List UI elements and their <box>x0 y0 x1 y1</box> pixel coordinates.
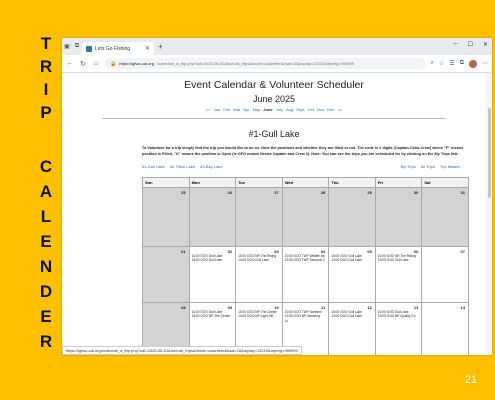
calendar-day-cell[interactable] <box>236 188 283 247</box>
trip-event-link[interactable]: 10:00 OOO Gull Lake <box>191 310 223 314</box>
day-number: 12 <box>367 305 372 310</box>
trip-event-link[interactable]: 13:00 OOO Gull Lake <box>238 258 269 263</box>
day-number: 06 <box>413 249 419 254</box>
month-link[interactable]: May <box>252 107 261 112</box>
home-icon[interactable]: ⌂ <box>93 60 99 67</box>
day-number: 29 <box>367 190 372 195</box>
calendar-day-cell[interactable] <box>236 247 283 303</box>
day-number: 26 <box>227 190 233 195</box>
side-title-letter: D <box>39 282 53 301</box>
day-number: 05 <box>367 249 372 254</box>
lake-link[interactable]: #1-Gull Lake <box>142 164 165 169</box>
url-path: /schedule_a_trip.php?cdt=2025-06-01&incl=all_trips&mode=volunteer&bsal=18&mplay=13219&mpreg=999999 <box>156 61 354 66</box>
day-number: 08 <box>181 305 186 310</box>
day-number: 28 <box>320 190 326 195</box>
browser-window <box>62 38 492 355</box>
window-controls <box>453 41 488 48</box>
trip-event-link[interactable]: Lo <box>284 318 289 323</box>
month-link[interactable]: Nov <box>316 107 325 112</box>
calendar-day-cell[interactable] <box>422 188 469 247</box>
trip-event-link[interactable]: 10:00 OOO NP-The Rising <box>377 254 416 258</box>
calendar-day-cell[interactable] <box>375 188 422 247</box>
calendar-day-cell[interactable] <box>143 188 190 247</box>
day-number: 30 <box>413 190 419 195</box>
side-title-letter: E <box>40 307 52 326</box>
calendar-day-cell[interactable] <box>422 247 469 303</box>
status-bar-url: https://lgfwo-cal.org/schedule_a_trip.php?cdt=2025-06-01&incl=all_trips&mode=volunteer&bsal=18&mplay=13219&mpreg=999999 <box>62 346 302 355</box>
trip-event-link[interactable]: 10:00 OOO NP-The Center <box>238 310 277 314</box>
side-title-letter: I <box>43 80 49 99</box>
instructions-text: To Volunteer for a trip simply find the trip you would like to be on. Note the positions and whether they are filled or not. The code is 2 digits (Captain-Crew-Crew) where "F" means position is Filled, "O" means the position is Open (ie OFO means Needs Captain and Crew 2). Note: You can see the trips you are scheduled for by clicking on the My Trips link. <box>142 146 464 156</box>
month-link[interactable]: Mar <box>233 107 241 112</box>
month-link[interactable]: Aug <box>286 107 294 112</box>
close-tab-icon[interactable]: ✕ <box>144 46 150 52</box>
calendar-day-cell[interactable] <box>282 188 329 247</box>
calendar-week-row <box>143 247 469 303</box>
tab-actions-icon[interactable]: ⧉ <box>74 43 80 49</box>
calendar-day-cell[interactable] <box>422 303 469 356</box>
calendar-week-row <box>143 188 469 247</box>
day-number: 01 <box>181 249 186 254</box>
month-nav: << Jan Feb Mar Apr May June July Aug Sept Oct Nov Dec >> <box>205 107 343 112</box>
maximize-icon[interactable]: ☐ <box>467 42 473 48</box>
divider <box>102 118 446 119</box>
tab-bar <box>62 38 492 55</box>
trip-event-link[interactable]: 13:00 OOO NP-Quality Co <box>377 314 416 319</box>
calendar-table <box>142 177 469 355</box>
trip-event-link[interactable]: 13:00 OOO NP-Amazing <box>284 314 320 319</box>
trip-event-link[interactable]: 13:00 OOO Gull Lake <box>191 258 223 263</box>
side-title-letter: R <box>39 57 53 76</box>
trip-event-link[interactable]: 10:00 OOO Gull Lake <box>191 254 223 258</box>
calendar-day-cell[interactable] <box>282 247 329 303</box>
side-title-letter: L <box>40 207 52 226</box>
back-icon[interactable]: ← <box>66 60 74 67</box>
month-link-current[interactable]: June <box>263 107 273 112</box>
page-title: Event Calendar & Volunteer Scheduler <box>184 79 364 91</box>
month-link[interactable]: Apr <box>243 107 250 112</box>
weekday-header: Sat <box>422 178 469 188</box>
month-title: June 2025 <box>252 94 296 104</box>
weekday-header: Sun <box>143 178 190 188</box>
side-title-letter: T <box>40 34 52 53</box>
profile-avatar[interactable] <box>469 60 477 68</box>
trip-event-link[interactable]: 13:00 OOO NP-The Center <box>191 314 231 319</box>
calendar-day-cell[interactable] <box>329 188 376 247</box>
new-tab-button[interactable]: + <box>158 42 163 51</box>
trip-event-link[interactable]: 10:00 OOO NP-The Rising <box>238 254 277 258</box>
url-host: https://lgfwo-cal.org <box>119 61 154 66</box>
day-number: 25 <box>181 190 186 195</box>
all-trips-link[interactable]: All Trips <box>420 164 435 169</box>
trip-event-link[interactable]: 13:00 OOO TWF Seasons 4 <box>284 258 325 263</box>
day-number: 07 <box>460 249 465 254</box>
weekday-header: Tue <box>236 178 283 188</box>
browser-tab[interactable] <box>82 42 154 55</box>
weekday-header: Fri <box>375 178 422 188</box>
close-window-icon[interactable]: ✕ <box>482 42 488 48</box>
day-number: 13 <box>413 305 419 310</box>
side-title-letter: P <box>40 103 52 122</box>
lake-title: #1-Gull Lake <box>248 129 300 139</box>
favorites-icon[interactable]: ☰ <box>449 61 455 67</box>
trip-event-link[interactable]: 13:00 OOO Gull Lake <box>377 258 409 263</box>
month-link[interactable]: Oct <box>307 107 314 112</box>
link-row <box>142 164 464 169</box>
nav-bar <box>62 55 492 73</box>
weekday-header: Mon <box>189 178 236 188</box>
day-number: 10 <box>274 305 279 310</box>
trip-event-link[interactable]: 10:00 OOO Gull Lake <box>331 310 362 314</box>
trip-event-link[interactable]: 13:00 OOO NP-Light Hill <box>238 314 274 319</box>
month-link[interactable]: Dec <box>327 107 335 112</box>
month-link[interactable]: Jan <box>213 107 221 112</box>
side-title-letter: A <box>39 182 53 201</box>
trip-event-link[interactable]: 10:00 OOO TWF Northern <box>284 310 323 314</box>
month-link[interactable]: July <box>275 107 283 112</box>
refresh-icon[interactable]: ↻ <box>80 60 86 68</box>
day-number: 03 <box>274 249 279 254</box>
calendar-day-cell[interactable] <box>189 188 236 247</box>
trip-event-link[interactable]: 10:00 OOO TWF Wildlife Inc <box>284 254 326 258</box>
day-number: 31 <box>460 190 465 195</box>
side-title-letter: N <box>39 257 53 276</box>
trip-event-link[interactable]: 13:00 OOO Gull Lake <box>331 314 362 319</box>
workspaces-icon[interactable]: ▣ <box>64 44 70 50</box>
month-link[interactable]: Feb <box>223 107 231 112</box>
day-number: 27 <box>274 190 279 195</box>
side-title-letter: E <box>40 232 52 251</box>
calendar-day-cell[interactable] <box>329 303 376 356</box>
lake-link[interactable]: #2-Tilton Lake <box>169 164 196 169</box>
day-number: 04 <box>320 249 326 254</box>
day-number: 14 <box>460 305 465 310</box>
calendar-day-cell[interactable] <box>329 247 376 303</box>
day-number: 02 <box>227 249 233 254</box>
calendar-day-cell[interactable] <box>375 247 422 303</box>
side-title-letter: R <box>39 332 53 351</box>
zoom-icon[interactable]: ⌕ <box>430 60 434 66</box>
month-link[interactable]: Sept <box>296 107 305 112</box>
calendar-day-cell[interactable] <box>189 247 236 303</box>
calendar-header-row <box>143 178 469 188</box>
day-number: 11 <box>321 305 326 310</box>
collections-icon[interactable]: ⧉ <box>459 60 464 66</box>
minimize-icon[interactable]: ─ <box>453 41 458 47</box>
slide-number: 21 <box>464 374 477 386</box>
lock-icon[interactable]: 🔒 <box>110 60 117 67</box>
more-menu-icon[interactable]: ⋯ <box>482 61 488 67</box>
side-title-letter: C <box>39 157 53 176</box>
favorite-star-icon[interactable]: ☆ <box>438 61 445 67</box>
day-number: 09 <box>227 305 233 310</box>
scrollbar-thumb[interactable] <box>488 108 491 198</box>
tab-title: Lets Go Fishing <box>95 45 131 52</box>
weekday-header: Thu <box>329 178 376 188</box>
my-trips-link[interactable]: My Trips <box>400 164 416 169</box>
site-favicon-icon <box>86 46 92 52</box>
lake-link[interactable]: #3-Bay Lake <box>200 164 223 169</box>
trip-event-link[interactable]: 13:00 OOO Gull Lake <box>331 258 362 263</box>
address-bar[interactable] <box>105 58 426 69</box>
calendar-day-cell[interactable] <box>143 247 190 303</box>
trip-master-link[interactable]: Trip Master <box>439 164 460 169</box>
weekday-header: Wed <box>282 178 329 188</box>
trip-event-link[interactable]: 10:00 OOO Gull Lake <box>377 310 409 314</box>
trip-event-link[interactable]: 10:00 OOO Gull Lake <box>331 254 362 258</box>
calendar-day-cell[interactable] <box>375 303 422 356</box>
